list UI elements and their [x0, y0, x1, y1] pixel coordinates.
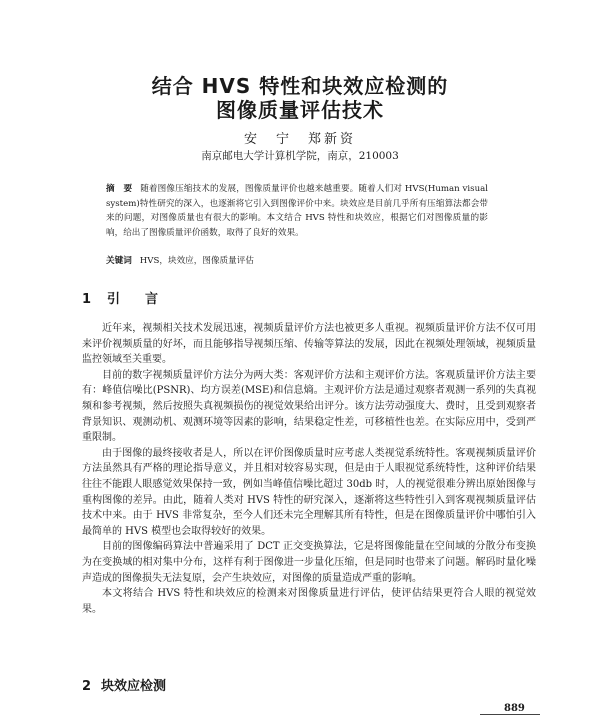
paragraph: 目前的图像编码算法中普遍采用了 DCT 正交变换算法，它是将图像能量在空间域的分散分布变换为在变换域的相对集中分布，这样有利于图像进一步量化压缩，但是同时也带来了问题。解码时量化噪声造成的图像损失无法复原，会产生块效应，对图像的质量造成严重的影响。 [82, 541, 536, 584]
keywords-block [106, 254, 488, 266]
page-number: 889 [504, 703, 525, 714]
abstract-block [106, 182, 488, 240]
paper-title-line2: 图像质量评估技术 [216, 98, 384, 122]
paragraph: 近年来，视频相关技术发展迅速，视频质量评价方法也被更多人重视。视频质量评价方法不仅可用来评价视频质量的好坏，而且能够指导视频压缩、传输等算法的发展，因此在视频处理领域，视频质量监控领域至关重要。 [82, 323, 536, 366]
paper-title-line1: 结合 HVS 特性和块效应检测的 [151, 74, 449, 98]
section-title: 引 言 [107, 292, 165, 307]
section-number: 1 [82, 292, 98, 307]
footer-rule [480, 714, 540, 715]
section-heading-introduction [82, 288, 164, 307]
section-heading-block-effect [82, 675, 166, 694]
paper-authors: 安 宁 郑新资 [243, 132, 356, 147]
paragraph: 本文将结合 HVS 特性和块效应的检测来对图像质量进行评估，使评估结果更符合人眼的视觉效果。 [82, 588, 536, 615]
paragraph: 由于图像的最终接收者是人，所以在评价图像质量时应考虑人类视觉系统特性。客观视频质量评价方法虽然具有严格的理论指导意义，并且相对较容易实现，但是由于人眼视觉系统特性，这种评价结果往往不能跟人眼感觉效果保持一致，例如当峰值信噪比超过 30db 时，人的视觉很难分辨出原始图像与重构图像的差异。由此，随着人类对 HVS 特性的研究深入，逐渐将这些特性引入到客观视频质量评估技术中来。由于 HVS 非常复杂，至今人们还未完全理解其所有特性，但是在图像质量评价中哪怕引入最简单的 HVS 模型也会取得较好的效果。 [82, 447, 536, 537]
abstract-label: 摘 要 [106, 184, 133, 194]
keywords-text: HVS，块效应，图像质量评估 [139, 256, 254, 266]
abstract-text: 随着图像压缩技术的发展，图像质量评价也越来越重要。随着人们对 HVS(Human visual system)特性研究的深入，也逐渐将它引入到图像评价中来。块效应是目前几乎所有压缩算法都会带来的问题，对图像质量也有很大的影响。本文结合 HVS 特性和块效应，根据它们对图像质量的影响，给出了图像质量评价函数，取得了良好的效果。 [106, 184, 488, 238]
paragraph: 目前的数字视频质量评价方法分为两大类：客观评价方法和主观评价方法。客观质量评价方法主要有：峰值信噪比(PSNR)、均方误差(MSE)和信息熵。主观评价方法是通过观察者观测一系列的失真视频和参考视频，然后按照失真视频损伤的视觉效果给出评分。该方法劳动强度大、费时，且受到观察者背景知识、观测动机、观测环境等因素的影响，结果稳定性差，可移植性也差。在实际应用中，受到严重限制。 [82, 369, 536, 444]
section-title: 块效应检测 [101, 679, 167, 694]
keywords-label: 关键词 [106, 256, 132, 266]
introduction-body [82, 321, 536, 617]
paper-affiliation: 南京邮电大学计算机学院，南京，210003 [201, 150, 399, 162]
section-number: 2 [82, 679, 92, 694]
